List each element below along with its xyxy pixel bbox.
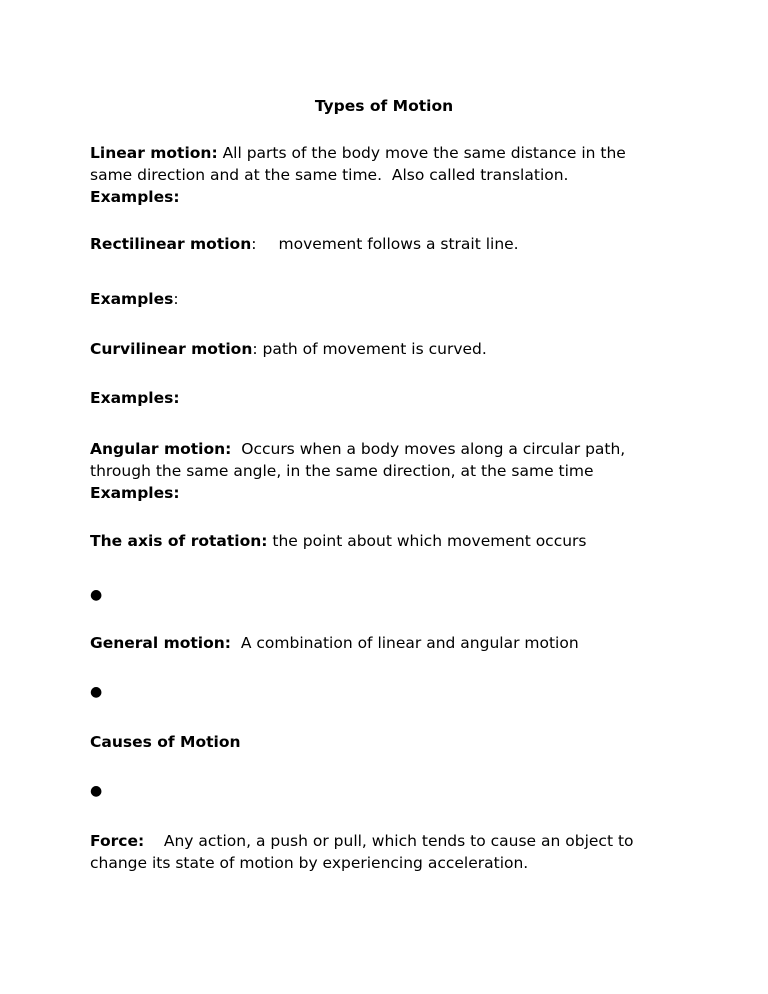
force-line-1: [90, 830, 690, 852]
rectilinear-motion-text: movement follows a strait line.: [278, 235, 519, 253]
axis-of-rotation-term: The axis of rotation:: [90, 532, 268, 550]
examples-label-2: Examples:: [90, 389, 180, 407]
axis-of-rotation-section: [90, 530, 690, 552]
angular-motion-text-2: through the same angle, in the same direction, at the same time: [90, 462, 594, 480]
linear-motion-examples: Examples:: [90, 188, 180, 206]
bullet-point-3: ●: [90, 783, 103, 799]
axis-of-rotation-text: the point about which movement occurs: [267, 532, 587, 550]
rectilinear-motion-section: [90, 233, 690, 255]
angular-motion-examples: Examples:: [90, 484, 180, 502]
angular-motion-section: [90, 438, 690, 504]
linear-motion-text-1: All parts of the body move the same distance in the: [217, 144, 626, 162]
angular-motion-term: Angular motion:: [90, 440, 232, 458]
examples-label-1-colon: :: [173, 290, 179, 308]
general-motion-term: General motion:: [90, 634, 231, 652]
causes-of-motion-heading: Causes of Motion: [90, 733, 241, 751]
curvilinear-motion-term: Curvilinear motion: [90, 340, 253, 358]
general-motion-section: [90, 632, 690, 654]
linear-motion-term: Linear motion:: [90, 144, 218, 162]
rectilinear-motion-colon: :: [251, 235, 257, 253]
linear-motion-line-1: [90, 142, 690, 164]
force-text-2: change its state of motion by experiencing acceleration.: [90, 854, 529, 872]
general-motion-text: A combination of linear and angular motion: [231, 634, 579, 652]
curvilinear-motion-section: [90, 338, 690, 360]
linear-motion-text-2: same direction and at the same time. Also called translation.: [90, 166, 569, 184]
page-title: Types of Motion: [314, 97, 454, 115]
curvilinear-motion-text: : path of movement is curved.: [252, 340, 487, 358]
examples-label-1-term: Examples: [90, 290, 174, 308]
examples-label-1: [90, 288, 690, 310]
rectilinear-motion-term: Rectilinear motion: [90, 235, 252, 253]
bullet-point-2: ●: [90, 684, 103, 700]
force-term: Force:: [90, 832, 145, 850]
force-text-1: Any action, a push or pull, which tends to cause an object to: [144, 832, 634, 850]
linear-motion-section: [90, 142, 690, 208]
angular-motion-line-1: [90, 438, 690, 460]
force-section: [90, 830, 690, 874]
bullet-point-1: ●: [90, 587, 103, 603]
angular-motion-text-1: Occurs when a body moves along a circular path,: [231, 440, 626, 458]
